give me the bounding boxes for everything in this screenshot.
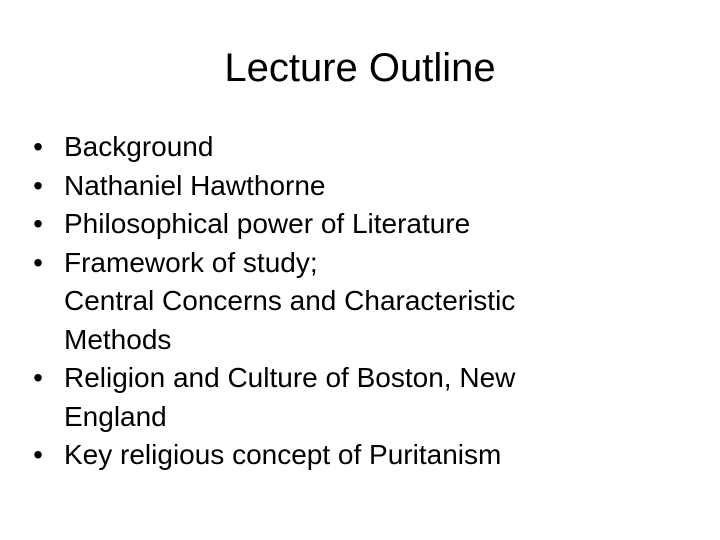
bullet-text: Key religious concept of Puritanism <box>64 439 502 470</box>
bullet-item-nathaniel-hawthorne <box>28 167 668 206</box>
bullet-text-line: Central Concerns and Characteristic <box>64 285 516 316</box>
bullet-item-background <box>28 128 668 167</box>
bullet-icon: • <box>33 169 43 201</box>
bullet-text-line: Religion and Culture of Boston, New <box>64 362 516 393</box>
bullet-text <box>64 359 668 436</box>
bullet-item-framework-of-study <box>28 244 668 360</box>
bullet-text: Philosophical power of Literature <box>64 208 471 239</box>
bullet-icon: • <box>33 439 43 470</box>
bullet-item-philosophical-power <box>28 205 668 244</box>
bullet-text-line: England <box>64 400 167 432</box>
bullet-text-line: Methods <box>64 323 172 355</box>
bullet-text-line: Framework of study; <box>64 246 318 278</box>
bullet-icon: • <box>33 246 43 278</box>
bullet-icon: • <box>33 131 43 162</box>
bullet-icon: • <box>33 208 43 239</box>
bullet-text: Background <box>64 131 214 162</box>
bullet-item-key-religious-concept <box>28 436 668 475</box>
bullet-item-religion-and-culture <box>28 359 668 436</box>
bullet-text <box>64 244 668 360</box>
slide-title: Lecture Outline <box>224 46 496 90</box>
bullet-list <box>28 128 668 475</box>
bullet-icon: • <box>33 362 43 393</box>
bullet-text: Nathaniel Hawthorne <box>64 169 326 201</box>
